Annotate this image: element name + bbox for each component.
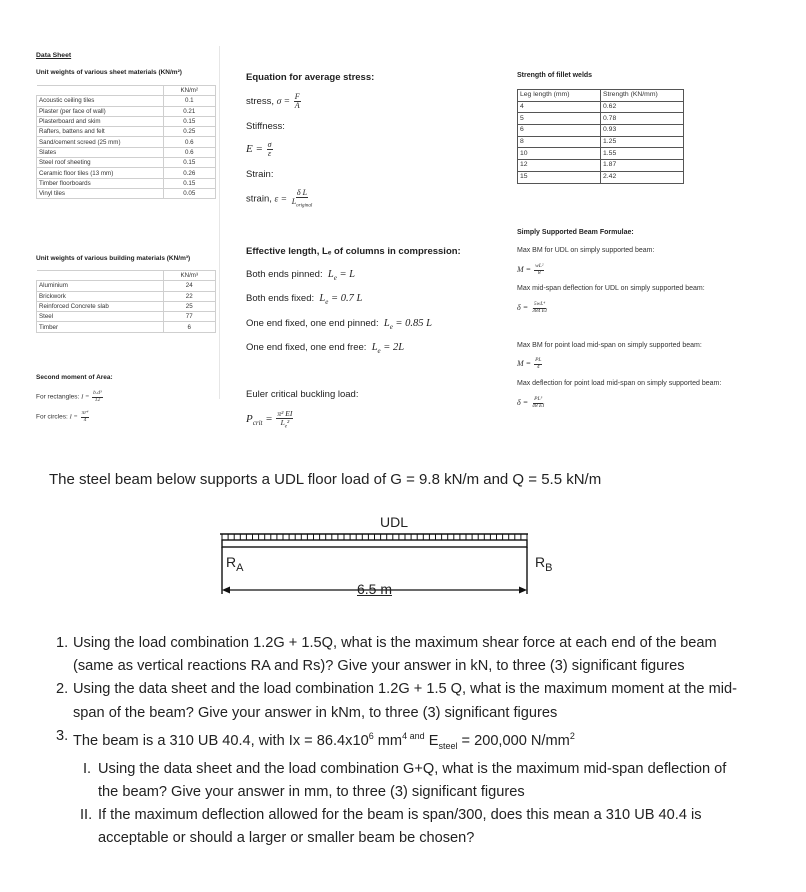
unit-weight-cell: 0.6: [163, 147, 216, 157]
material-name-cell: Steel roof sheeting: [37, 158, 164, 168]
beam-body: [222, 540, 527, 547]
stress-equation: stress, σ = $\frac{F}{A}$: [246, 92, 300, 110]
material-name-cell: Vinyl tiles: [37, 188, 164, 198]
question-3-2: [56, 804, 746, 850]
table-row: [37, 96, 216, 106]
fixed-free-label: One end fixed, one end free:: [246, 342, 367, 353]
table-row: [37, 127, 216, 137]
strength-cell: 1.25: [601, 136, 684, 148]
fillet-title: Strength of fillet welds: [517, 72, 593, 79]
table-row: [37, 178, 216, 188]
strength-cell: 1.55: [601, 148, 684, 160]
material-name-cell: Steel: [37, 312, 164, 322]
q3-modulus: = 200,000 N/mm: [457, 732, 570, 749]
table-row: [37, 137, 216, 147]
rect-formula: For rectangles: I = $\frac{\text{b.d³}}{12}$: [36, 390, 102, 403]
data-sheet-title: Data Sheet: [36, 52, 72, 59]
strength-cell: 0.78: [601, 113, 684, 125]
q3-unit-exp: 4: [402, 730, 408, 741]
table-row: [518, 101, 684, 113]
material-name-cell: Acoustic ceiling tiles: [37, 96, 164, 106]
material-name-cell: Reinforced Concrete slab: [37, 301, 164, 311]
q3-e: E: [424, 732, 439, 749]
strain-equation: strain, ε = $\frac{\text{δ L}}{L_{original}}$: [246, 188, 313, 209]
stiffness-equation: E = $\frac{\sigma}{\varepsilon}$: [246, 140, 272, 158]
q3-steel: steel: [438, 740, 458, 751]
udl-bm-label: Max BM for UDL on simply supported beam:: [517, 247, 655, 254]
table-row: [518, 148, 684, 160]
leg-length-cell: 6: [518, 125, 601, 137]
circle-label: For circles:: [36, 413, 68, 421]
sheet-materials-heading: Unit weights of various sheet materials (KN/m²): [36, 69, 182, 76]
unit-weight-cell: 0.21: [163, 106, 216, 116]
unit-weight-cell: 22: [163, 291, 216, 301]
question-3-number: 3.: [56, 727, 69, 744]
fillet-weld-table: [517, 89, 684, 184]
q3-modulus-exp: 2: [569, 730, 575, 741]
table-row: [37, 322, 216, 332]
table-row: [518, 125, 684, 137]
leg-length-cell: 10: [518, 148, 601, 160]
table-row: [518, 171, 684, 183]
building-materials-heading: Unit weights of various building materials (KN/m³): [36, 255, 191, 262]
q3-exp: 6: [368, 730, 374, 741]
building-materials-table: [36, 270, 216, 333]
pt-defl-formula: δ = $\frac{\text{PL³}}{48 EI}$: [517, 396, 545, 409]
question-1-number: 1.: [56, 635, 69, 651]
leg-col-header: Leg length (mm): [518, 90, 601, 102]
pt-bm-formula: M = $\frac{PL}{4}$: [517, 357, 542, 370]
question-3-1: [56, 758, 746, 804]
strain-label: strain,: [246, 193, 272, 205]
leg-length-cell: 4: [518, 101, 601, 113]
udl-bm-formula: M = $\frac{\text{wL²}}{8}$: [517, 263, 544, 276]
table-row: [37, 291, 216, 301]
unit-weight-cell: 0.15: [163, 116, 216, 126]
material-name-cell: Brickwork: [37, 291, 164, 301]
unit-weight-cell: 24: [163, 281, 216, 291]
table-header-row: [37, 86, 216, 96]
question-2-number: 2.: [56, 681, 69, 698]
table-row: [37, 106, 216, 116]
table-row: [37, 147, 216, 157]
table-row: [37, 301, 216, 311]
unit-weight-cell: 6: [163, 322, 216, 332]
q3-unit: mm: [373, 732, 403, 749]
table-row: [37, 188, 216, 198]
table-header-row: [37, 271, 216, 281]
reaction-b-sub: B: [545, 562, 553, 574]
table-row: [37, 168, 216, 178]
avg-stress-title: Equation for average stress:: [246, 72, 375, 83]
fixed-free-row: One end fixed, one end free: $L_e = 2L$: [246, 342, 405, 356]
question-3-2-number: II.: [80, 807, 93, 824]
udl-defl-label: Max mid-span deflection for UDL on simply supported beam:: [517, 285, 705, 292]
material-name-cell: Rafters, battens and felt: [37, 127, 164, 137]
table-header-row: [518, 90, 684, 102]
q3-part-a: The beam is a 310 UB 40.4, with Ix = 86.4x10: [73, 732, 369, 749]
question-3-2-text: If the maximum deflection allowed for the beam is span/300, does this mean a 310 UB 40.4 is acceptable or should a larger or smaller beam be chosen?: [98, 807, 702, 847]
material-col-header: [37, 271, 164, 281]
reaction-b-label: [535, 554, 552, 574]
material-name-cell: Plaster (per face of wall): [37, 106, 164, 116]
material-name-cell: Plasterboard and skim: [37, 116, 164, 126]
table-row: [37, 312, 216, 322]
problem-statement: The steel beam below supports a UDL floor load of G = 9.8 kN/m and Q = 5.5 kN/m: [49, 471, 602, 488]
table-row: [518, 113, 684, 125]
reaction-a-label: [226, 554, 243, 574]
question-1-text: Using the load combination 1.2G + 1.5Q, what is the maximum shear force at each end of the beam (same as vertical reactions RA and Rs)? Give your answer in kN, to three (3) significant figures: [73, 635, 717, 675]
span-arrow-right: [519, 587, 527, 594]
sheet-materials-table: [36, 85, 216, 199]
unit-weight-cell: 25: [163, 301, 216, 311]
strength-cell: 2.42: [601, 171, 684, 183]
unit-col-header: KN/m³: [163, 271, 216, 281]
question-3-text: [73, 725, 575, 758]
question-3: [56, 725, 746, 758]
udl-label: UDL: [380, 514, 409, 530]
strength-col-header: Strength (KN/mm): [601, 90, 684, 102]
unit-weight-cell: 0.6: [163, 137, 216, 147]
circle-formula: For circles: I = $\frac{\text{πr⁴}}{4}$: [36, 410, 89, 423]
material-name-cell: Slates: [37, 147, 164, 157]
pt-defl-label: Max deflection for point load mid-span on simply supported beam:: [517, 380, 722, 387]
rect-label: For rectangles:: [36, 393, 80, 401]
question-3-1-text: Using the data sheet and the load combination G+Q, what is the maximum mid-span deflection of the beam? Give your answer in mm, to three (3) significant figures: [98, 760, 727, 800]
stress-label: stress,: [246, 96, 274, 108]
euler-title: Euler critical buckling load:: [246, 389, 359, 400]
unit-weight-cell: 0.25: [163, 127, 216, 137]
leg-length-cell: 12: [518, 160, 601, 172]
stiffness-title: Stiffness:: [246, 121, 285, 132]
q3-and: and: [407, 730, 425, 741]
leg-length-cell: 5: [518, 113, 601, 125]
reaction-a-sub: A: [236, 562, 244, 574]
euler-equation: $P_{crit}$ = $\frac{\text{π² EI}}{L_e^2}$: [246, 409, 293, 429]
pt-bm-label: Max BM for point load mid-span on simply supported beam:: [517, 342, 702, 349]
span-label: 6.5 m: [357, 581, 393, 597]
unit-weight-cell: 0.15: [163, 178, 216, 188]
unit-weight-cell: 0.26: [163, 168, 216, 178]
both-fixed-row: Both ends fixed: $L_e = 0.7$ L: [246, 293, 363, 307]
reaction-a-main: R: [226, 554, 237, 570]
material-col-header: [37, 86, 164, 96]
both-fixed-label: Both ends fixed:: [246, 293, 315, 304]
strength-cell: 0.62: [601, 101, 684, 113]
unit-weight-cell: 0.05: [163, 188, 216, 198]
effective-length-title: Effective length, Lₑ of columns in compression:: [246, 246, 461, 257]
strength-cell: 1.87: [601, 160, 684, 172]
span-arrow-left: [222, 587, 230, 594]
material-name-cell: Sand/cement screed (25 mm): [37, 137, 164, 147]
unit-weight-cell: 0.1: [163, 96, 216, 106]
fixed-pinned-row: One end fixed, one end pinned: $L_e = 0.85$ L: [246, 318, 432, 332]
second-moment-heading: Second moment of Area:: [36, 374, 113, 381]
leg-length-cell: 8: [518, 136, 601, 148]
question-3-1-number: I.: [83, 760, 92, 777]
question-list: [56, 632, 746, 851]
table-row: [518, 160, 684, 172]
unit-weight-cell: 77: [163, 312, 216, 322]
strength-cell: 0.93: [601, 125, 684, 137]
unit-col-header: KN/m²: [163, 86, 216, 96]
table-row: [37, 116, 216, 126]
material-name-cell: Timber floorboards: [37, 178, 164, 188]
table-row: [37, 158, 216, 168]
unit-weight-cell: 0.15: [163, 158, 216, 168]
material-name-cell: Ceramic floor tiles (13 mm): [37, 168, 164, 178]
reaction-b-main: R: [535, 554, 546, 570]
question-1: [56, 632, 746, 678]
table-row: [518, 136, 684, 148]
udl-defl-formula: δ = $\frac{\text{5wL⁴}}{384 EI}$: [517, 301, 547, 314]
question-2: [56, 678, 746, 724]
material-name-cell: Timber: [37, 322, 164, 332]
table-row: [37, 281, 216, 291]
material-name-cell: Aluminium: [37, 281, 164, 291]
fixed-pinned-label: One end fixed, one end pinned:: [246, 318, 379, 329]
both-pinned-label: Both ends pinned:: [246, 269, 323, 280]
udl-load-arrows: [220, 534, 528, 540]
leg-length-cell: 15: [518, 171, 601, 183]
question-2-text: Using the data sheet and the load combination 1.2G + 1.5 Q, what is the maximum moment at the mid-span of the beam? Give your answer in kNm, to three (3) significant figures: [73, 681, 737, 721]
beam-formulae-title: Simply Supported Beam Formulae:: [517, 229, 634, 236]
strain-title: Strain:: [246, 169, 274, 180]
both-pinned-row: Both ends pinned: $L_e = L$: [246, 269, 355, 283]
